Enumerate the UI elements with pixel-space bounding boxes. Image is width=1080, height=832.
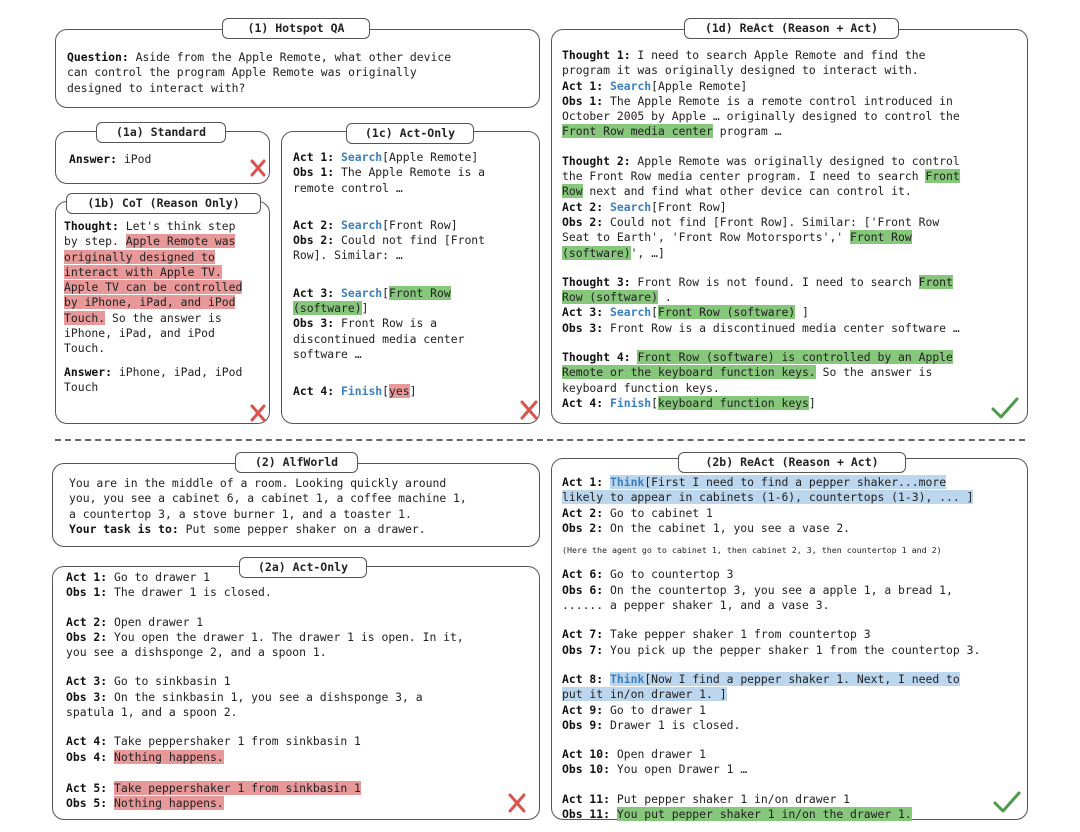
standard-answer: Answer: iPod <box>69 152 152 166</box>
cot-title: (1b) CoT (Reason Only) <box>66 193 261 214</box>
react-alf-text: Act 1: Think[First I need to find a pepper shaker...more likely to appear in cabinets (1-6), countertops (1-3), ... ] Act 2: Go to cabinet 1 Obs 2: On the cabinet 1, you see a vase 2. (Here the agent go to cabinet 1, then cabinet 2, 3, then countertop 1 and 2) Act 6: Go to countertop 3 Obs 6: On the countertop 3, you see a apple 1, a bread 1, ...... a pepper shaker 1, and a vase 3. Act 7: Take pepper shaker 1 from countertop 3 Obs 7: You pick up the pepper shaker 1 from the countertop 3. Act 8: Think[Now I find a pepper shaker 1. Next, I need to put it in/on drawer 1. ] Act 9: Go to drawer 1 Obs 9: Drawer 1 is closed. Act 10: Open drawer 1 Obs 10: You open Drawer 1 … Act 11: Put pepper shaker 1 in/on drawer 1 Obs 11: You put pepper shaker 1 in/on the drawer 1. <box>562 475 981 822</box>
cross-mark-icon <box>507 792 527 814</box>
act-only-qa-title: (1c) Act-Only <box>346 123 474 144</box>
react-qa-title: (1d) ReAct (Reason + Act) <box>684 18 899 39</box>
react-qa-text: Thought 1: I need to search Apple Remote and find the program it was originally designed to interact with. Act 1: Search[Apple Remote] Obs 1: The Apple Remote is a remote control introduced in October 2005 by Apple … originally designed to control the Front Row media center program … Thought 2: Apple Remote was originally designed to control the Front Row media center program. I need to search Front Row next and find what other device can control it. Act 2: Search[Front Row] Obs 2: Could not find [Front Row]. Similar: ['Front Row Seat to Earth', 'Front Row Motorsports',' Front Row (software)', …] Thought 3: Front Row is not found. I need to search Front Row (software) . Act 3: Search[Front Row (software) ] Obs 3: Front Row is a discontinued media center software … Thought 4: Front Row (software) is controlled by an Apple Remote or the keyboard function keys. So the answer is keyboard function keys. Act 4: Finish[keyboard function keys] <box>562 48 960 410</box>
hotspot-qa-title: (1) Hotspot QA <box>222 18 370 39</box>
hotspot-question: Question: Aside from the Apple Remote, what other device can control the program Apple Remote was originally designed to interact with? <box>67 50 452 95</box>
act-only-qa-text: Act 1: Search[Apple Remote] Obs 1: The Apple Remote is a remote control … Act 2: Search[Front Row] Obs 2: Could not find [Front Row]. Similar: … Act 3: Search[Front Row (software)] Obs 3: Front Row is a discontinued media center software … Act 4: Finish[yes] <box>293 150 486 399</box>
act-only-alf-text: Act 1: Go to drawer 1 Obs 1: The drawer 1 is closed. Act 2: Open drawer 1 Obs 2: You open the drawer 1. The drawer 1 is open. In it, you see a dishsponge 2, and a spoon 1. Act 3: Go to sinkbasin 1 Obs 3: On the sinkbasin 1, you see a dishsponge 3, a spatula 1, and a spoon 2. Act 4: Take peppershaker 1 from sinkbasin 1 Obs 4: Nothing happens. Act 5: Take peppershaker 1 from sinkbasin 1 Obs 5: Nothing happens. <box>66 570 464 811</box>
alfworld-title: (2) AlfWorld <box>235 452 358 473</box>
check-mark-icon <box>990 396 1020 420</box>
cross-mark-icon <box>249 403 267 423</box>
react-alf-title: (2b) ReAct (Reason + Act) <box>678 452 906 473</box>
cot-text: Thought: Let's think step by step. Apple Remote was originally designed to interact with Apple TV. Apple TV can be controlled by iPhone, iPad, and iPod Touch. So the answer is iPhone, iPad, and iPod Touch. Answer: iPhone, iPad, iPod Touch <box>64 219 243 394</box>
standard-title: (1a) Standard <box>96 122 226 143</box>
check-mark-icon <box>992 790 1022 814</box>
agent-note: (Here the agent go to cabinet 1, then cabinet 2, 3, then countertop 1 and 2) <box>562 545 942 556</box>
act-only-alf-title: (2a) Act-Only <box>239 557 367 578</box>
cross-mark-icon <box>249 158 267 178</box>
alfworld-text: You are in the middle of a room. Looking quickly around you, you see a cabinet 6, a cabinet 1, a coffee machine 1, a countertop 3, a stove burner 1, and a toaster 1. Your task is to: Put some pepper shaker on a drawer. <box>69 476 467 536</box>
section-divider <box>55 439 1025 441</box>
cross-mark-icon <box>519 399 539 421</box>
